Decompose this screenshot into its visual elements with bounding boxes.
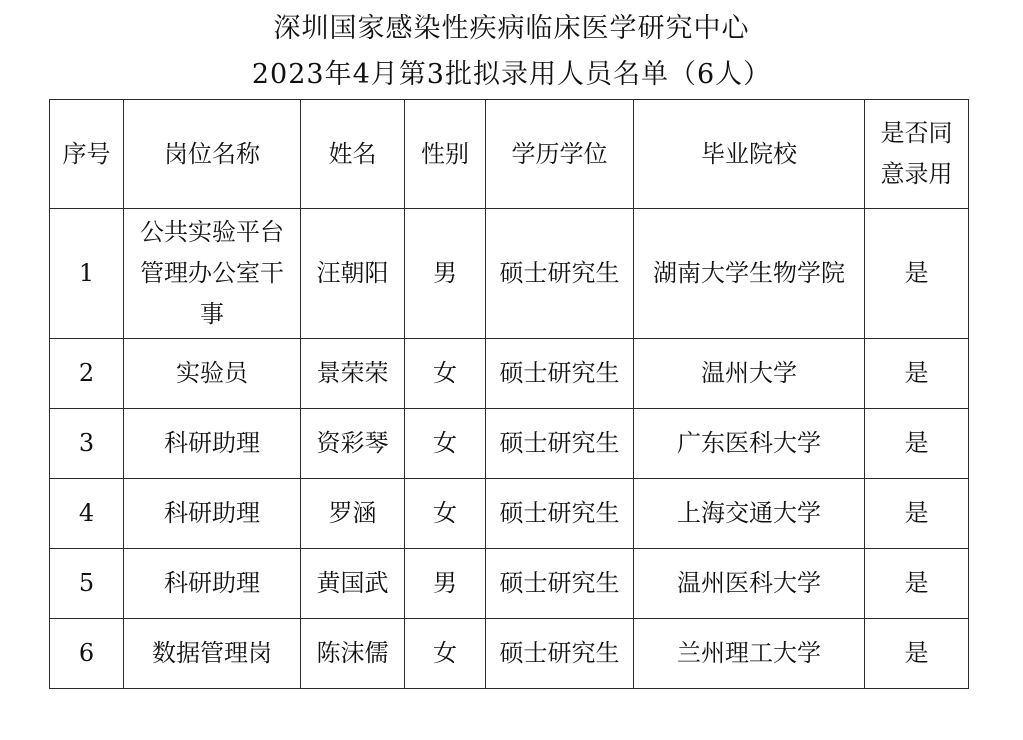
cell-gender: 女 [405, 339, 486, 409]
cell-position: 数据管理岗 [124, 619, 301, 689]
header-serial-number: 序号 [50, 100, 124, 209]
cell-school: 温州大学 [634, 339, 865, 409]
cell-agree-hire: 是 [865, 209, 969, 339]
table-row [50, 479, 969, 549]
cell-education: 硕士研究生 [486, 479, 634, 549]
table-row [50, 549, 969, 619]
cell-education: 硕士研究生 [486, 209, 634, 339]
cell-gender: 男 [405, 549, 486, 619]
table-row [50, 209, 969, 339]
cell-school: 广东医科大学 [634, 409, 865, 479]
cell-education: 硕士研究生 [486, 549, 634, 619]
cell-serial-number: 4 [50, 479, 124, 549]
cell-agree-hire: 是 [865, 409, 969, 479]
cell-agree-hire: 是 [865, 619, 969, 689]
cell-agree-hire: 是 [865, 339, 969, 409]
cell-school: 兰州理工大学 [634, 619, 865, 689]
cell-position: 科研助理 [124, 549, 301, 619]
cell-serial-number: 5 [50, 549, 124, 619]
cell-gender: 男 [405, 209, 486, 339]
header-position: 岗位名称 [124, 100, 301, 209]
header-name: 姓名 [301, 100, 405, 209]
document-subtitle: 2023年4月第3批拟录用人员名单（6人） [251, 59, 772, 90]
header-gender: 性别 [405, 100, 486, 209]
cell-name: 陈沫儒 [301, 619, 405, 689]
table-row [50, 339, 969, 409]
cell-serial-number: 2 [50, 339, 124, 409]
cell-name: 资彩琴 [301, 409, 405, 479]
cell-gender: 女 [405, 619, 486, 689]
cell-serial-number: 6 [50, 619, 124, 689]
cell-position: 实验员 [124, 339, 301, 409]
cell-education: 硕士研究生 [486, 339, 634, 409]
cell-serial-number: 3 [50, 409, 124, 479]
cell-name: 黄国武 [301, 549, 405, 619]
table-row [50, 619, 969, 689]
cell-name: 景荣荣 [301, 339, 405, 409]
header-agree-hire: 是否同意录用 [865, 100, 969, 209]
cell-school: 上海交通大学 [634, 479, 865, 549]
recruitment-table [49, 99, 969, 689]
cell-education: 硕士研究生 [486, 409, 634, 479]
cell-serial-number: 1 [50, 209, 124, 339]
cell-education: 硕士研究生 [486, 619, 634, 689]
cell-position: 科研助理 [124, 479, 301, 549]
cell-agree-hire: 是 [865, 549, 969, 619]
table-header-row [50, 100, 969, 209]
header-education: 学历学位 [486, 100, 634, 209]
document-title: 深圳国家感染性疾病临床医学研究中心 [273, 13, 750, 44]
cell-school: 温州医科大学 [634, 549, 865, 619]
cell-position: 公共实验平台管理办公室干事 [124, 209, 301, 339]
cell-name: 罗涵 [301, 479, 405, 549]
header-school: 毕业院校 [634, 100, 865, 209]
cell-school: 湖南大学生物学院 [634, 209, 865, 339]
cell-name: 汪朝阳 [301, 209, 405, 339]
cell-agree-hire: 是 [865, 479, 969, 549]
cell-gender: 女 [405, 479, 486, 549]
cell-gender: 女 [405, 409, 486, 479]
cell-position: 科研助理 [124, 409, 301, 479]
table-row [50, 409, 969, 479]
